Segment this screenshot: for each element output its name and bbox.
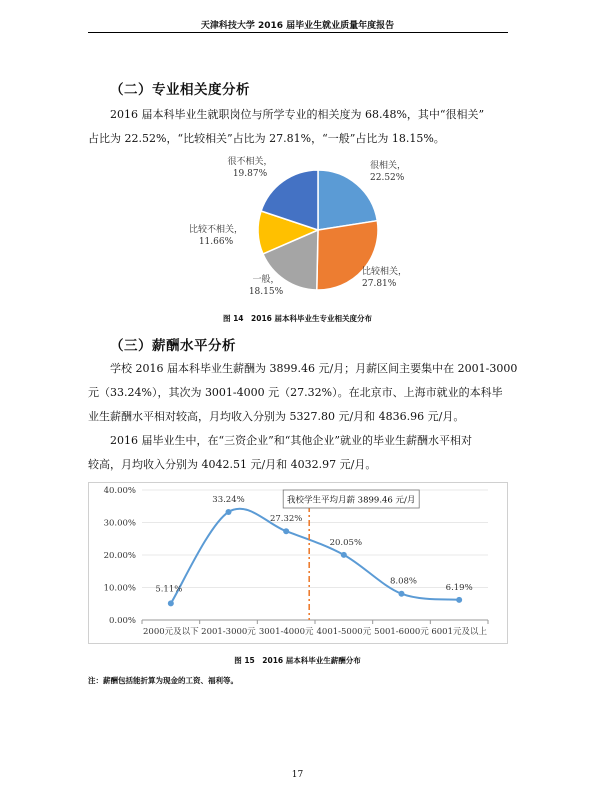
- figure14-caption: 图 14 2016 届本科毕业生专业相关度分布: [222, 314, 373, 323]
- x-tick-label: 2001-3000元: [201, 627, 256, 637]
- x-tick-label: 2000元及以下: [143, 627, 199, 637]
- paragraph-salary-1: [88, 357, 518, 429]
- data-label: 6.19%: [445, 582, 473, 593]
- salary-point: [399, 591, 405, 597]
- pie-label-value: 19.87%: [232, 169, 268, 179]
- paragraph-line: 2016 届毕业生中，在“三资企业”和“其他企业”就业的毕业生薪酬水平相对: [110, 434, 472, 447]
- paragraph-line: 学校 2016 届本科毕业生薪酬为 3899.46 元/月；月薪区间主要集中在 2001-3000: [110, 362, 518, 375]
- salary-point: [226, 509, 232, 515]
- x-tick-label: 6001元及以上: [431, 627, 487, 637]
- pie-label-value: 11.66%: [198, 237, 234, 247]
- y-tick-label: 40.00%: [103, 486, 136, 496]
- paragraph-line: 2016 届本科毕业生就职岗位与所学专业的相关度为 68.48%，其中“很相关”: [110, 108, 485, 121]
- pie-label-category: 比较不相关，: [188, 225, 244, 235]
- paragraph-line: 占比为 22.52%，“比较相关”占比为 27.81%，“一般”占比为 18.15%。: [88, 132, 445, 145]
- salary-point: [456, 597, 462, 603]
- pie-label-category: 很不相关，: [227, 157, 273, 167]
- y-tick-label: 10.00%: [103, 583, 136, 594]
- pie-label-value: 22.52%: [370, 173, 405, 183]
- figure15-caption: 图 15 2016 届本科毕业生薪酬分布: [234, 656, 361, 665]
- page-header: 天津科技大学 2016 届毕业生就业质量年度报告: [200, 21, 395, 31]
- data-label: 33.24%: [212, 494, 245, 505]
- pie-label-category: 比较相关，: [362, 267, 408, 277]
- line-axes: [104, 486, 488, 637]
- pie-label-value: 27.81%: [362, 279, 397, 289]
- line-chart-salary: [88, 482, 508, 644]
- header-rule: [88, 32, 508, 33]
- footnote: 注：薪酬包括能折算为现金的工资、福利等。: [88, 676, 238, 685]
- paragraph-major-relevance: [88, 103, 508, 151]
- section-heading-major-relevance: （二）专业相关度分析: [110, 82, 250, 98]
- data-label: 8.08%: [389, 576, 418, 587]
- pie-label-category: 一般，: [252, 275, 280, 285]
- pie-slices: [258, 170, 378, 290]
- x-tick-label: 4001-5000元: [316, 627, 372, 637]
- paragraph-salary-2: [88, 429, 508, 477]
- data-label: 20.05%: [329, 537, 363, 548]
- paragraph-line: 元（33.24%），其次为 3001-4000 元（27.32%）。在北京市、上海市就业的本科毕: [88, 386, 503, 399]
- data-label: 27.32%: [269, 514, 303, 525]
- pie-label-value: 18.15%: [248, 287, 284, 297]
- pie-chart-major-relevance: [180, 150, 430, 306]
- y-tick-label: 30.00%: [103, 518, 136, 529]
- data-label: 5.11%: [155, 584, 183, 595]
- salary-point: [283, 528, 289, 534]
- salary-point: [341, 552, 347, 558]
- salary-point: [168, 600, 174, 606]
- paragraph-line: 业生薪酬水平相对较高，月均收入分别为 5327.80 元/月和 4836.96 元/月。: [88, 410, 465, 423]
- x-tick-label: 5001-6000元: [374, 627, 429, 637]
- section-heading-salary: （三）薪酬水平分析: [110, 338, 236, 354]
- paragraph-line: 较高，月均收入分别为 4042.51 元/月和 4032.97 元/月。: [88, 458, 377, 471]
- page-number: 17: [291, 770, 304, 780]
- pie-label-category: 很相关，: [370, 161, 407, 171]
- y-tick-label: 20.00%: [103, 551, 136, 561]
- x-tick-label: 3001-4000元: [258, 627, 314, 637]
- average-salary-text: 我校学生平均月薪 3899.46 元/月: [286, 495, 416, 506]
- line-series: [155, 495, 472, 606]
- pie-slice-0: [318, 170, 377, 230]
- y-tick-label: 0.00%: [108, 616, 136, 626]
